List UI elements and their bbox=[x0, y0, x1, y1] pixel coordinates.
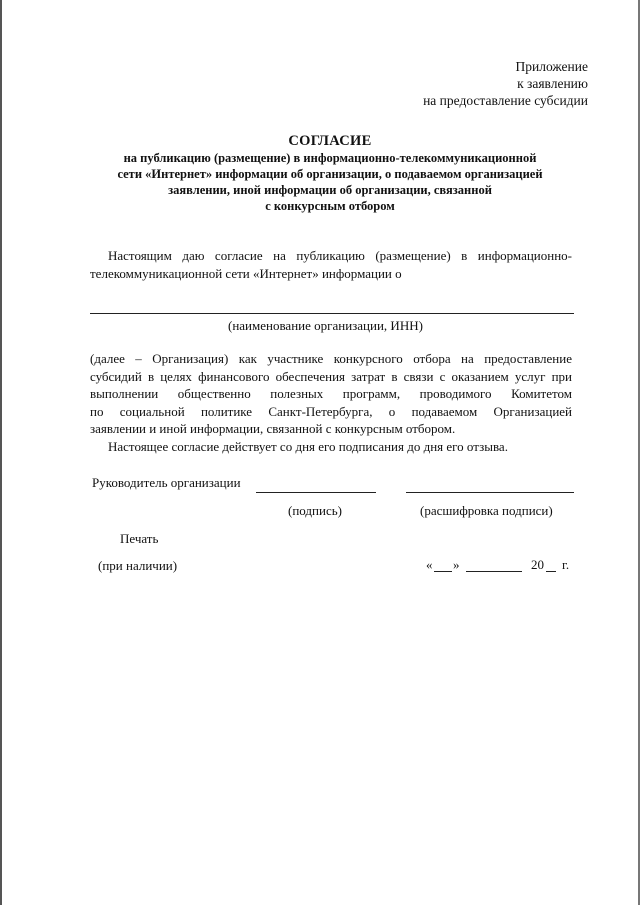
name-caption: (расшифровка подписи) bbox=[420, 503, 553, 518]
date-open-quote: « bbox=[426, 557, 433, 572]
date-month-line bbox=[466, 571, 522, 572]
appendix-line-1: Приложение bbox=[515, 59, 588, 74]
document-title: СОГЛАСИЕ bbox=[288, 133, 372, 149]
organization-fill-line bbox=[90, 313, 574, 314]
subtitle-line-4: с конкурсным отбором bbox=[265, 199, 395, 213]
date-year-prefix: 20 bbox=[531, 557, 544, 572]
validity-line: Настоящее согласие действует со дня его подписания до дня его отзыва. bbox=[108, 438, 508, 454]
intro-paragraph bbox=[90, 247, 572, 282]
date-year-suffix: г. bbox=[562, 557, 570, 572]
date-day-line bbox=[434, 571, 452, 572]
intro-line-1: Настоящим даю согласие на публикацию (размещение) в информационно- bbox=[108, 248, 572, 263]
intro-line-2: телекоммуникационной сети «Интернет» информации о bbox=[90, 265, 402, 281]
appendix-note bbox=[423, 58, 588, 109]
body-line-1: (далее – Организация) как участнике конкурсного отбора на предоставление bbox=[90, 351, 572, 366]
signature-line bbox=[256, 492, 376, 493]
body-line-4: по социальной политике Санкт-Петербурга, о подаваемом Организацией bbox=[90, 403, 572, 419]
subtitle-line-3: заявлении, иной информации об организации, связанной bbox=[168, 183, 492, 197]
body-paragraph bbox=[90, 350, 572, 455]
stamp-label: Печать bbox=[120, 531, 159, 546]
scan-edge-left bbox=[0, 0, 2, 905]
subtitle-line-1: на публикацию (размещение) в информационно-телекоммуникационной bbox=[123, 151, 537, 165]
name-line bbox=[406, 492, 574, 493]
organization-caption: (наименование организации, ИНН) bbox=[228, 318, 423, 333]
appendix-line-2: к заявлению bbox=[517, 76, 588, 91]
subtitle-line-2: сети «Интернет» информации об организации, о подаваемом организацией bbox=[117, 167, 543, 181]
date-year-line bbox=[546, 571, 556, 572]
body-line-5: заявлении и иной информации, связанной с конкурсным отбором. bbox=[90, 421, 456, 436]
appendix-line-3: на предоставление субсидии bbox=[423, 93, 588, 108]
head-label: Руководитель организации bbox=[92, 475, 241, 490]
body-line-2: субсидий в целях финансового обеспечения затрат в связи с оказанием услуг при bbox=[90, 368, 572, 384]
document-subtitle bbox=[60, 150, 600, 214]
body-line-3: выполнении общественно полезных программ, проводимого Комитетом bbox=[90, 386, 572, 401]
date-close-quote: » bbox=[453, 557, 460, 572]
stamp-note: (при наличии) bbox=[98, 558, 178, 573]
signature-caption: (подпись) bbox=[288, 503, 342, 518]
